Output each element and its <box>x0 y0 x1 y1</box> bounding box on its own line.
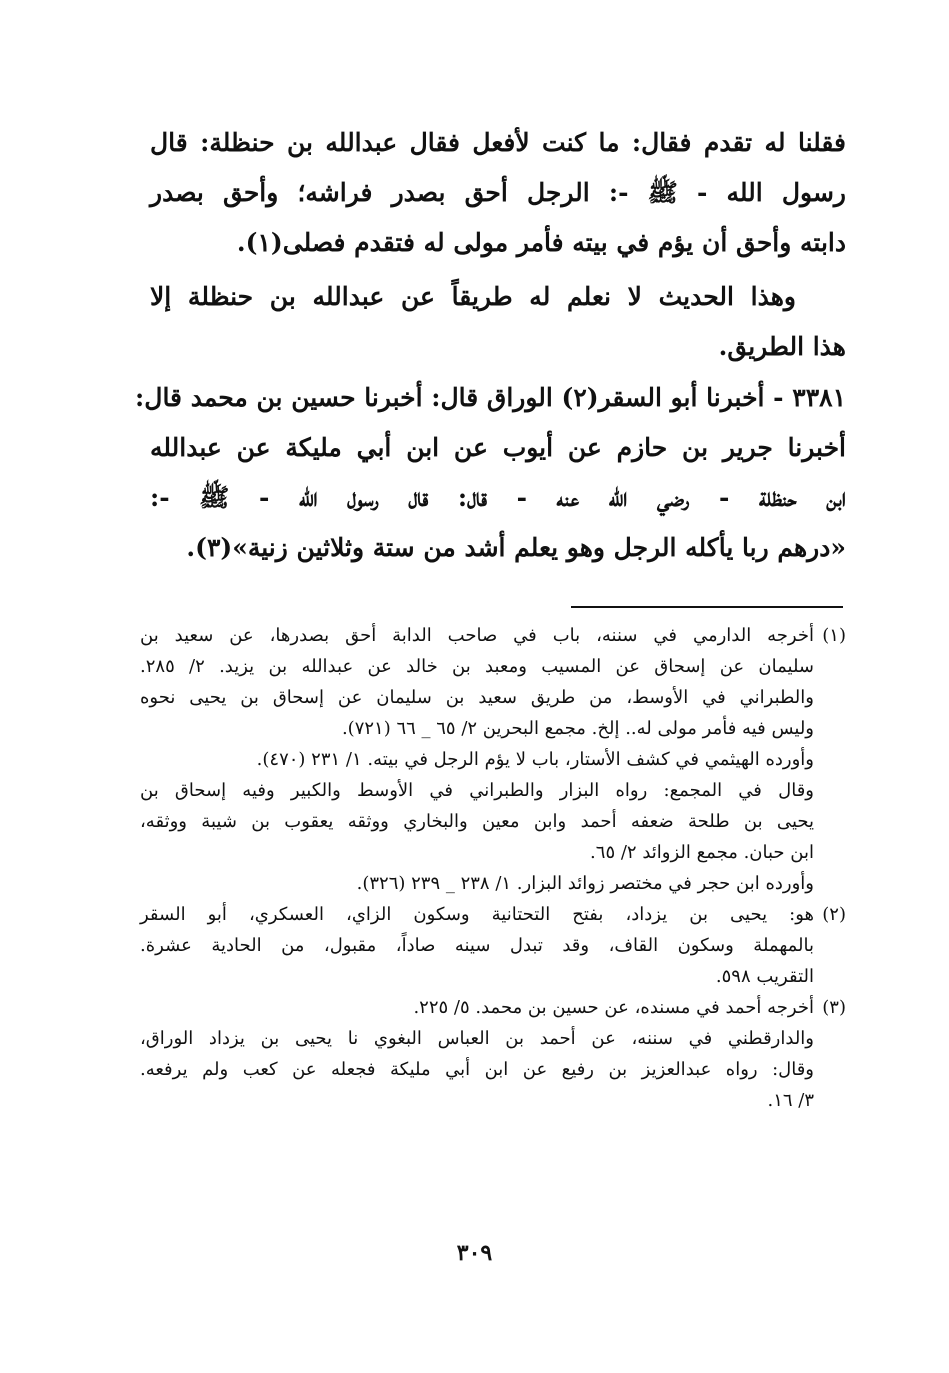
footnote-text: هو: يحيى بن يزداد، بفتح التحتانية وسكون الزاي، العسكري، أبو السقر <box>140 904 814 925</box>
footnote-line: والطبراني في الأوسط، من طريق سعيد بن سليمان عن إسحاق بن يحيى نحوه <box>140 687 814 708</box>
hadith-3381 <box>135 373 846 573</box>
footnote-line: وأورده ابن حجر في مختصر زوائد البزار. ١/ ٢٣٨ _ ٢٣٩ (٣٢٦). <box>356 873 814 894</box>
text-line: - أخبرنا أبو السقر(٢) الوراق قال: أخبرنا حسين بن محمد قال: <box>135 383 784 412</box>
footnote-marker: (٣) <box>822 997 846 1018</box>
main-paragraph-2 <box>150 272 846 372</box>
text-line: ابن حنظلة - رضي الله عنه - قال: قال رسول الله - ﷺ -: <box>150 483 846 512</box>
footnote-line: يحيى بن طلحة ضعفه أحمد وابن معين والبخاري ووثقه يعقوب بن شيبة ووثقه، <box>140 811 814 832</box>
footnote-line <box>140 899 846 930</box>
text-line: رسول الله - ﷺ -: الرجل أحق بصدر فراشه؛ وأحق بصدر <box>150 178 846 207</box>
text-line: هذا الطريق. <box>718 332 846 361</box>
footnote-text: أخرجه الدارمي في سننه، باب في صاحب الدابة أحق بصدرها، عن سعيد بن <box>140 625 814 646</box>
footnote-line: سليمان عن إسحاق عن المسيب ومعبد بن خالد عن عبدالله بن يزيد. ٢/ ٢٨٥. <box>140 656 814 677</box>
page-number: ٣٠٩ <box>456 1240 493 1266</box>
footnote-1 <box>140 620 846 899</box>
footnote-2 <box>140 899 846 992</box>
hadith-number: ٣٣٨١ <box>792 383 846 412</box>
text-line: دابته وأحق أن يؤم في بيته فأمر مولى له فتقدم فصلى(١). <box>236 228 846 257</box>
text-line: أخبرنا جرير بن حازم عن أيوب عن ابن أبي مليكة عن عبدالله <box>150 433 846 462</box>
footnote-line: ابن حبان. مجمع الزوائد ٢/ ٦٥. <box>590 842 814 863</box>
footnote-line <box>140 992 846 1023</box>
text-line: فقلنا له تقدم فقال: ما كنت لأفعل فقال عبدالله بن حنظلة: قال <box>150 128 846 157</box>
footnote-line: التقريب ٥٩٨. <box>715 966 814 987</box>
footnote-line: بالمهملة وسكون القاف، وقد تبدل سينه صاداً، مقبول، من الحادية عشرة. <box>140 935 814 956</box>
footnote-line: وقال: رواه عبدالعزيز بن رفيع عن ابن أبي مليكة فجعله عن كعب ولم يرفعه. <box>140 1059 814 1080</box>
footnote-line: وأورده الهيثمي في كشف الأستار، باب لا يؤم الرجل في بيته. ١/ ٢٣١ (٤٧٠). <box>256 749 814 770</box>
footnote-line <box>140 620 846 651</box>
footnote-separator <box>571 606 843 608</box>
footnote-line: وليس فيه فأمر مولى له.. إلخ. مجمع البحرين ٢/ ٦٥ _ ٦٦ (٧٢١). <box>341 718 814 739</box>
footnote-3 <box>140 992 846 1116</box>
footnote-line: وقال في المجمع: رواه البزار والطبراني في الأوسط والكبير وفيه إسحاق بن <box>140 780 814 801</box>
footnote-marker: (٢) <box>822 904 846 925</box>
footnote-line: ٣/ ١٦. <box>767 1090 814 1111</box>
footnote-line: والدارقطني في سننه، عن أحمد بن العباس البغوي نا يحيى بن يزداد الوراق، <box>140 1028 814 1049</box>
footnotes <box>140 620 846 1116</box>
hadith-first-line <box>135 373 846 423</box>
text-line: «درهم ربا يأكله الرجل وهو يعلم أشد من ستة وثلاثين زنية»(٣). <box>186 533 846 562</box>
footnote-marker: (١) <box>822 625 846 646</box>
main-paragraph-1 <box>150 118 846 268</box>
footnote-text: أخرجه أحمد في مسنده، عن حسين بن محمد. ٥/ ٢٢٥. <box>413 997 814 1018</box>
text-line: وهذا الحديث لا نعلم له طريقاً عن عبدالله بن حنظلة إلا <box>150 282 796 311</box>
